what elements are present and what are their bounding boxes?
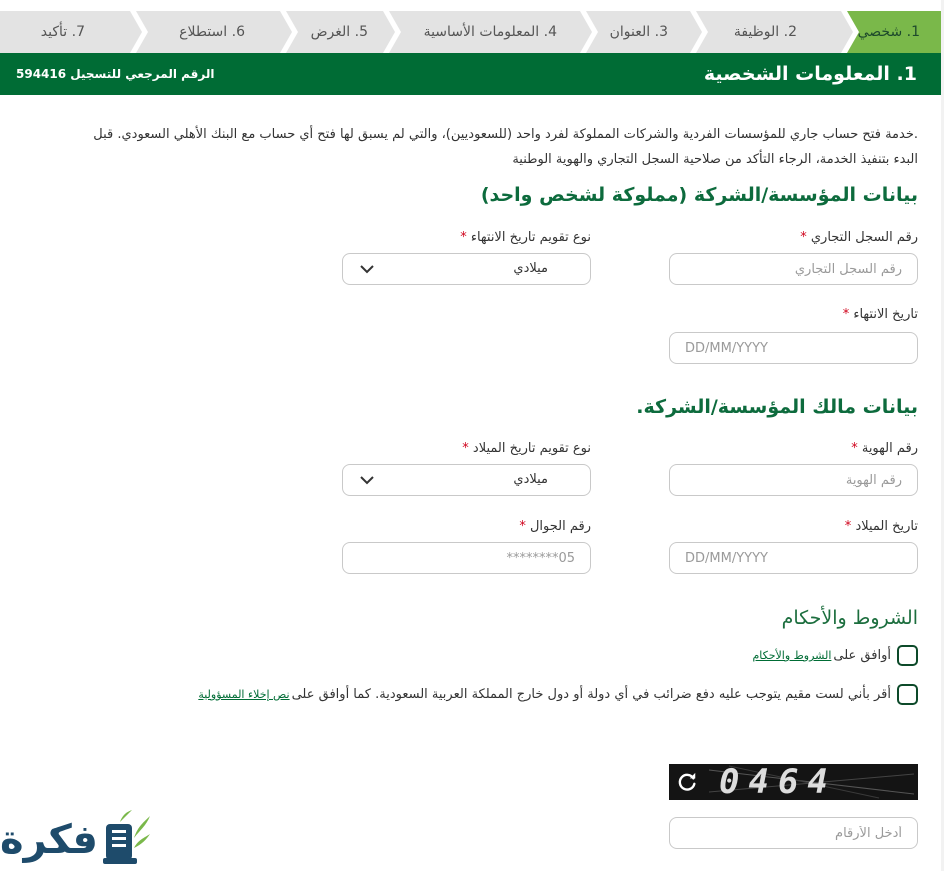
step-2-job[interactable]: 2. الوظيفة — [733, 24, 797, 40]
expiry-date-input[interactable] — [669, 332, 918, 364]
birth-date-label-text: تاريخ الميلاد — [855, 519, 918, 534]
required-mark: * — [462, 441, 469, 456]
fikra-logo — [0, 806, 155, 871]
birth-calendar-label-text: نوع تقويم تاريخ الميلاد — [472, 441, 591, 456]
reference-info — [16, 53, 214, 95]
step-3-address[interactable]: 3. العنوان — [609, 24, 668, 40]
agree-terms-checkbox[interactable] — [897, 645, 918, 666]
reference-label: الرقم المرجعي للتسجيل — [70, 67, 215, 81]
owner-section-title: بيانات مالك المؤسسة/الشركة. — [636, 396, 918, 418]
id-number-label — [851, 441, 918, 456]
birth-calendar-select[interactable] — [342, 464, 591, 496]
agree-terms-text: أوافق على — [833, 648, 891, 663]
agree-terms-row — [750, 645, 918, 666]
birth-calendar-label — [462, 441, 591, 456]
logo-book-icon — [100, 808, 152, 868]
business-section-title: بيانات المؤسسة/الشركة (مملوكة لشخص واحد) — [480, 184, 918, 206]
tax-declaration-row — [196, 684, 918, 705]
required-mark: * — [844, 519, 852, 534]
mobile-label-text: رقم الجوال — [529, 519, 591, 534]
captcha-input[interactable] — [669, 817, 918, 849]
progress-stepper — [0, 11, 944, 53]
required-mark: * — [851, 441, 858, 456]
cr-number-input[interactable] — [669, 253, 918, 285]
expiry-calendar-value: ميلادي — [513, 261, 548, 276]
birth-date-input[interactable] — [669, 542, 918, 574]
intro-line-2: البدء بتنفيذ الخدمة، الرجاء التأكد من صلاحية السجل التجاري والهوية الوطنية — [512, 152, 918, 167]
cr-number-label — [800, 230, 918, 245]
step-7-confirm[interactable]: 7. تأكيد — [40, 24, 85, 40]
birth-date-label — [845, 519, 918, 534]
expiry-calendar-label — [460, 230, 591, 245]
mobile-input[interactable] — [342, 542, 591, 574]
required-mark: * — [800, 230, 807, 245]
step-5-purpose[interactable]: 5. الغرض — [310, 24, 368, 40]
id-number-label-text: رقم الهوية — [861, 441, 918, 456]
refresh-icon[interactable] — [669, 764, 705, 800]
expiry-date-label — [843, 307, 918, 322]
service-intro — [28, 122, 918, 172]
expiry-date-label-text: تاريخ الانتهاء — [853, 307, 918, 322]
mobile-label — [519, 519, 591, 534]
required-mark: * — [519, 519, 526, 534]
page-title: 1. المعلومات الشخصية — [703, 63, 917, 85]
birth-calendar-value: ميلادي — [513, 472, 548, 487]
captcha-image — [669, 764, 918, 800]
step-4-basic-info[interactable]: 4. المعلومات الأساسية — [423, 24, 557, 40]
chevron-down-icon — [359, 263, 375, 275]
cr-number-label-text: رقم السجل التجاري — [810, 230, 918, 245]
captcha-code: 0464 — [719, 764, 837, 800]
reference-number: 594416 — [16, 67, 67, 81]
required-mark: * — [460, 230, 467, 245]
tax-declaration-text: أقر بأني لست مقيم يتوجب عليه دفع ضرائب في أي دولة أو دول خارج المملكة العربية السعودية. كما أوافق على — [291, 687, 891, 702]
intro-line-1: .خدمة فتح حساب جاري للمؤسسات الفردية والشركات المملوكة لفرد واحد (للسعوديين)، والتي لم يسبق لها فتح أي حساب مع البنك الأهلي السعودي. قبل — [93, 127, 918, 142]
step-1-personal[interactable]: 1. شخصي — [857, 24, 920, 40]
tax-declaration-checkbox[interactable] — [897, 684, 918, 705]
terms-title: الشروط والأحكام — [781, 607, 918, 629]
logo-text: فكرة — [0, 817, 98, 863]
id-number-input[interactable] — [669, 464, 918, 496]
disclaimer-link[interactable]: نص إخلاء المسؤولية — [198, 688, 290, 701]
terms-link[interactable]: الشروط والأحكام — [752, 649, 832, 662]
expiry-calendar-label-text: نوع تقويم تاريخ الانتهاء — [470, 230, 591, 245]
required-mark: * — [842, 307, 850, 322]
chevron-down-icon — [359, 474, 375, 486]
expiry-calendar-select[interactable] — [342, 253, 591, 285]
step-6-survey[interactable]: 6. استطلاع — [179, 24, 245, 40]
section-header-bar — [0, 53, 941, 95]
